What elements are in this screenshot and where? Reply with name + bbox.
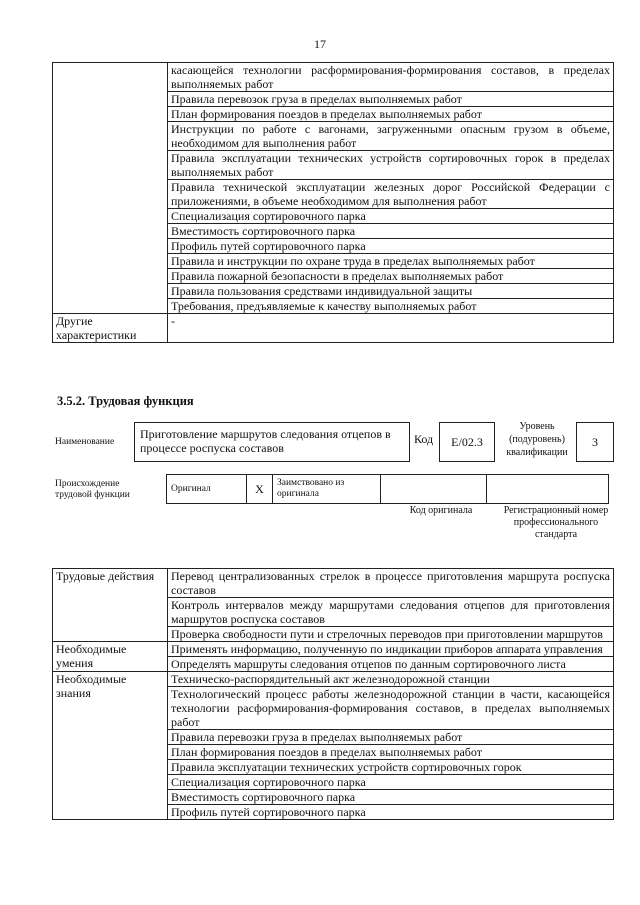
borrowed-cell: Заимствовано из оригинала — [273, 475, 381, 504]
row-item: Правила эксплуатации технических устройств сортировочных горок — [168, 760, 614, 775]
row-item: Вместимость сортировочного парка — [168, 790, 614, 805]
name-label: Наименование — [55, 437, 115, 447]
original-code-cell — [381, 475, 487, 504]
row-item: касающейся технологии расформирования-формирования составов, в пределах выполняемых работ — [168, 63, 614, 92]
original-mark: X — [247, 475, 273, 504]
code-label: Код — [414, 432, 434, 446]
caption-original-code: Код оригинала — [409, 505, 473, 516]
row-label: Необходимые знания — [53, 672, 168, 820]
row-item: Применять информацию, полученную по индикации приборов аппарата управления — [168, 642, 614, 657]
row-item: Определять маршруты следования отцепов по данным сортировочного листа — [168, 657, 614, 672]
row-item: Техническо-распорядительный акт железнодорожной станции — [168, 672, 614, 687]
origin-label: Происхождение трудовой функции — [55, 479, 130, 500]
table-row — [53, 569, 614, 598]
code-box: Е/02.3 — [439, 422, 495, 462]
row-label: Трудовые действия — [53, 569, 168, 642]
level-label: Уровень (подуровень) квалификации — [506, 421, 568, 458]
row-item: Правила перевозок груза в пределах выполняемых работ — [168, 92, 614, 107]
table-row — [53, 314, 614, 343]
row-item: Специализация сортировочного парка — [168, 775, 614, 790]
row-item: Правила пользования средствами индивидуальной защиты — [168, 284, 614, 299]
row-item: Профиль путей сортировочного парка — [168, 805, 614, 820]
row-item: Профиль путей сортировочного парка — [168, 239, 614, 254]
row-item: Вместимость сортировочного парка — [168, 224, 614, 239]
original-cell: Оригинал — [167, 475, 247, 504]
row-item: Перевод централизованных стрелок в процессе приготовления маршрута роспуска составов — [168, 569, 614, 598]
requirements-table-continued — [52, 62, 614, 343]
row-item: Требования, предъявляемые к качеству выполняемых работ — [168, 299, 614, 314]
table-row — [53, 642, 614, 657]
row-item: Правила технической эксплуатации железных дорог Российской Федерации с приложениями, в объеме необходимом для выполнения работ — [168, 180, 614, 209]
row-item: Инструкции по работе с вагонами, загруженными опасным грузом в объеме, необходимом для выполнения работ — [168, 122, 614, 151]
row-label — [53, 63, 168, 314]
caption-reg-number: Регистрационный номер профессионального стандарта — [503, 505, 609, 540]
row-item: Правила эксплуатации технических устройств сортировочных горок в пределах выполняемых работ — [168, 151, 614, 180]
row-item: Технологический процесс работы железнодорожной станции в части, касающейся технологии расформирования-формирования составов, в пределах выполняемых работ — [168, 687, 614, 730]
page-number: 17 — [314, 37, 326, 51]
row-label: Другие характеристики — [53, 314, 168, 343]
section-title: 3.5.2. Трудовая функция — [57, 394, 194, 408]
row-label: Необходимые умения — [53, 642, 168, 672]
row-item: Специализация сортировочного парка — [168, 209, 614, 224]
row-item: - — [168, 314, 614, 343]
row-item: Правила перевозки груза в пределах выполняемых работ — [168, 730, 614, 745]
function-details-table — [52, 568, 614, 820]
reg-number-cell — [487, 475, 609, 504]
row-item: Правила пожарной безопасности в пределах выполняемых работ — [168, 269, 614, 284]
table-row — [53, 63, 614, 92]
row-item: Правила и инструкции по охране труда в пределах выполняемых работ — [168, 254, 614, 269]
row-item: План формирования поездов в пределах выполняемых работ — [168, 107, 614, 122]
level-box: 3 — [576, 422, 614, 462]
row-item: План формирования поездов в пределах выполняемых работ — [168, 745, 614, 760]
function-name-box: Приготовление маршрутов следования отцепов в процессе роспуска составов — [134, 422, 410, 462]
row-item: Контроль интервалов между маршрутами следования отцепов для приготовления маршрутов роспуска составов — [168, 598, 614, 627]
origin-table — [166, 474, 609, 504]
row-item: Проверка свободности пути и стрелочных переводов при приготовлении маршрутов — [168, 627, 614, 642]
table-row — [53, 672, 614, 687]
